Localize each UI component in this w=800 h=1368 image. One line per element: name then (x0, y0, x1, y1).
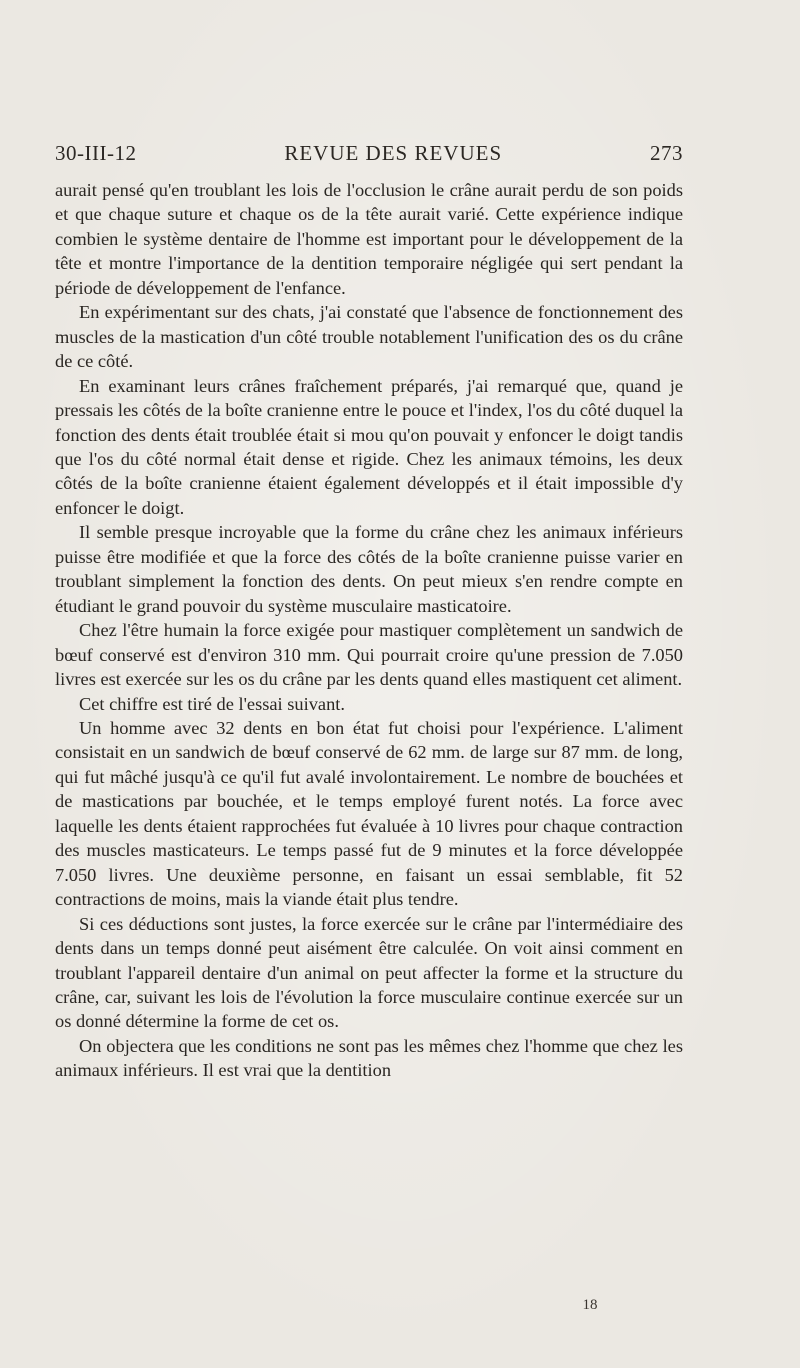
running-head (55, 141, 683, 169)
paragraph-9: On objectera que les conditions ne sont pas les mêmes chez l'homme que chez les animaux inférieurs. Il est vrai que la dentition (55, 1035, 683, 1081)
paragraph-5: Chez l'être humain la force exigée pour mastiquer complètement un sandwich de bœuf conservé est d'environ 310 mm. Qui pourrait croire qu'une pression de 7.050 livres est exercée sur les os du crâne par les dents quand elles mastiquent cet aliment. (55, 620, 683, 690)
paragraph-1: aurait pensé qu'en troublant les lois de l'occlusion le crâne aurait perdu de son poids et que chaque suture et chaque os de la tête aurait varié. Cette expérience indique combien le système dentaire de l'homme est important pour le développement de la tête et montre l'importance de la dentition temporaire négligée qui sert pendant la période de développement de l'enfance. (55, 180, 683, 298)
paragraph-6: Cet chiffre est tiré de l'essai suivant. (79, 693, 345, 714)
paragraph-2: En expérimentant sur des chats, j'ai constaté que l'absence de fonctionnement des muscles de la mastication d'un côté trouble notablement l'unification des os du crâne de ce côté. (55, 302, 683, 372)
page-number: 273 (650, 141, 683, 165)
paragraph-3: En examinant leurs crânes fraîchement préparés, j'ai remarqué que, quand je pressais les côtés de la boîte cranienne entre le pouce et l'index, l'os du côté duquel la fonction des dents était troublée était si mou qu'on pouvait y enfoncer le doigt tandis que l'os du côté normal était dense et rigide. Chez les animaux témoins, les deux côtés de la boîte cranienne étaient également développés et il était impossible d'y enfoncer le doigt. (55, 375, 683, 518)
body-text (55, 178, 683, 1083)
paragraph-4: Il semble presque incroyable que la forme du crâne chez les animaux inférieurs puisse être modifiée et que la force des côtés de la boîte cranienne puisse varier en troublant simplement la fonction des dents. On peut mieux s'en rendre compte en étudiant le grand pouvoir du système musculaire masticatoire. (55, 522, 683, 616)
header-date: 30-III-12 (55, 141, 137, 165)
paragraph-7: Un homme avec 32 dents en bon état fut choisi pour l'expérience. L'aliment consistait en un sandwich de bœuf conservé de 62 mm. de large sur 87 mm. de long, qui fut mâché jusqu'à ce qu'il fut avalé involontairement. Le nombre de bouchées et de mastications par bouchée, et le temps employé furent notés. La force avec laquelle les dents étaient rapprochées fut évaluée à 10 livres pour chaque contraction des muscles masticateurs. Le temps passé fut de 9 minutes et la force développée 7.050 livres. Une deuxième personne, en faisant un essai semblable, fit 52 contractions de moins, mais la viande était plus tendre. (55, 717, 683, 910)
header-journal-title: REVUE DES REVUES (284, 141, 503, 165)
paragraph-8: Si ces déductions sont justes, la force exercée sur le crâne par l'intermédiaire des dents dans un temps donné peut aisément être calculée. On voit ainsi comment en troublant l'appareil dentaire d'un animal on peut affecter la forme et la structure du crâne, car, suivant les lois de l'évolution la force musculaire continue exercée sur un os donné détermine la forme de cet os. (55, 913, 683, 1032)
signature-mark: 18 (582, 1297, 598, 1313)
